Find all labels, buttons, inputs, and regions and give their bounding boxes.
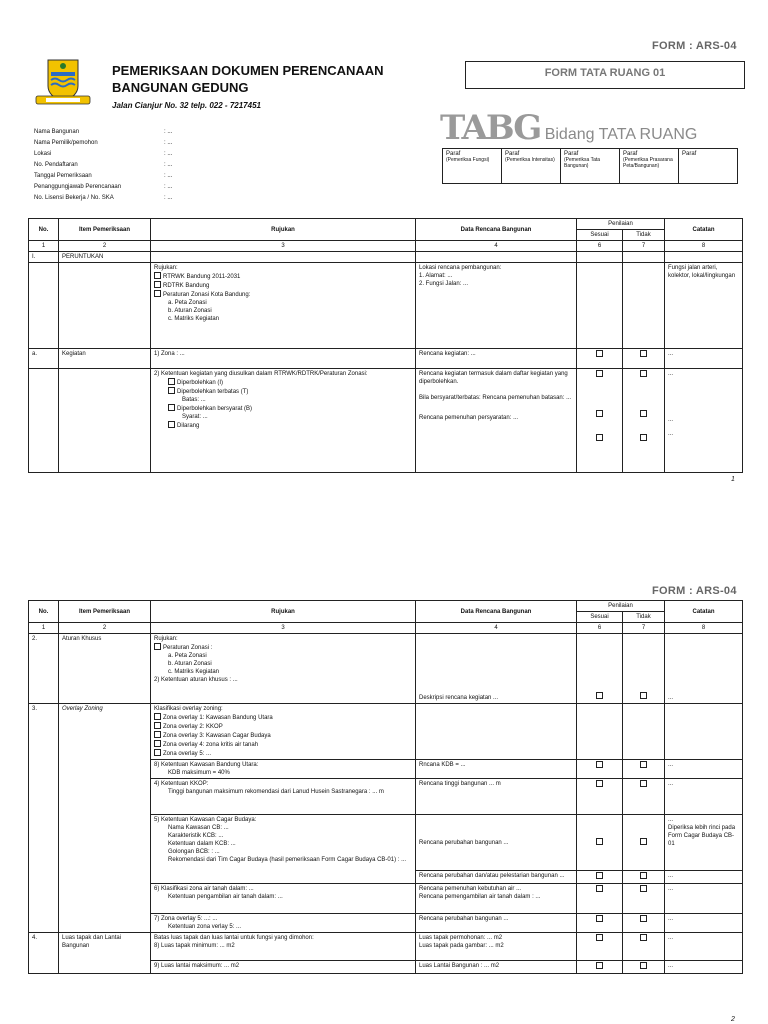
address: Jalan Cianjur No. 32 telp. 022 - 7217451 [112, 101, 261, 110]
tabg-logo [440, 108, 697, 148]
sesuai-checkbox[interactable] [596, 934, 603, 941]
tidak-checkbox[interactable] [640, 410, 647, 417]
sesuai-checkbox[interactable] [596, 962, 603, 969]
tidak-checkbox[interactable] [640, 434, 647, 441]
header-penilaian: Penilaian [577, 601, 665, 612]
table-row: Rencana perubahan dan/atau pelestarian bangunan ... ... [29, 871, 743, 884]
header-no: No. [29, 601, 59, 623]
paraf-cell[interactable]: Paraf (Pemeriksa Prasarana Peta/Bangunan) [620, 149, 679, 184]
rujukan-cell: Rujukan: RTRWK Bandung 2011-2031 RDTRK Bandung Peraturan Zonasi Kota Bandung: a. Peta Zonasi b. Aturan Zonasi c. Matriks Kegiatan [151, 263, 416, 349]
checkbox-icon[interactable] [168, 421, 175, 428]
checkbox-icon[interactable] [168, 404, 175, 411]
col-number: 7 [623, 241, 665, 252]
col-number: 7 [623, 623, 665, 634]
header-data: Data Rencana Bangunan [416, 601, 577, 623]
checkbox-icon[interactable] [168, 378, 175, 385]
table-row: 9) Luas lantai maksimum: ... m2 Luas Lantai Bangunan : ... m2 ... [29, 961, 743, 974]
info-row: Lokasi : ... [34, 151, 173, 157]
info-row: No. Pendaftaran : ... [34, 162, 173, 168]
header-no: No. [29, 219, 59, 241]
tidak-checkbox[interactable] [640, 872, 647, 879]
table-row: 2) Ketentuan kegiatan yang diusulkan dalam RTRWK/RDTRK/Peraturan Zonasi: Diperbolehkan (I) Diperbolehkan terbatas (T) Batas: ... Diperbolehkan bersyarat (B) Syarat: ... Dilarang Rencana kegiatan termasuk dalam daftar kegiatan yang diperbolehkan. Bila bersyarat/terbatas: Rencana pemenuhan batasan: ... Rencana pemenuhan persyaratan: ... ... ... ... [29, 369, 743, 473]
tidak-checkbox[interactable] [640, 692, 647, 699]
sesuai-checkbox[interactable] [596, 780, 603, 787]
header-penilaian: Penilaian [577, 219, 665, 230]
sesuai-checkbox[interactable] [596, 838, 603, 845]
checkbox-icon[interactable] [154, 643, 161, 650]
table-row: 6) Klasifikasi zona air tanah dalam: ... Ketentuan pengambilan air tanah dalam: ... Rencana pemenuhan kebutuhan air ... Rencana pemengambilan air tanah dalam : ... ... [29, 884, 743, 914]
rujukan-cell: Rujukan: Peraturan Zonasi : a. Peta Zonasi b. Aturan Zonasi c. Matriks Kegiatan 2) Ketentuan aturan khusus : ... [151, 634, 416, 704]
table-row: 2. Aturan Khusus Rujukan: Peraturan Zonasi : a. Peta Zonasi b. Aturan Zonasi c. Matriks Kegiatan 2) Ketentuan aturan khusus : ... Deskripsi rencana kegiatan ... ... [29, 634, 743, 704]
col-number: 4 [416, 623, 577, 634]
paraf-cell[interactable]: Paraf (Pemeriksa Intensitas) [502, 149, 561, 184]
header-sesuai: Sesuai [577, 612, 623, 623]
checkbox-icon[interactable] [154, 272, 161, 279]
data-cell: Rencana kegiatan termasuk dalam daftar kegiatan yang diperbolehkan. Bila bersyarat/terbatas: Rencana pemenuhan batasan: ... Rencana pemenuhan persyaratan: ... [416, 369, 577, 473]
section-row: I. PERUNTUKAN [29, 252, 743, 263]
checkbox-icon[interactable] [154, 740, 161, 747]
paraf-cell[interactable]: Paraf (Pemeriksa Tata Bangunan) [561, 149, 620, 184]
col-number: 4 [416, 241, 577, 252]
sesuai-checkbox[interactable] [596, 885, 603, 892]
col-number: 2 [59, 623, 151, 634]
checkbox-icon[interactable] [154, 731, 161, 738]
tidak-checkbox[interactable] [640, 370, 647, 377]
table-row: 4. Luas tapak dan Lantai Bangunan Batas luas tapak dan luas lantai untuk fungsi yang dimohon: 8) Luas tapak minimum: ... m2 Luas tapak permohonan: ... m2 Luas tapak pada gambar: ... m2 ... [29, 933, 743, 961]
info-row: No. Lisensi Bekerja / No. SKA : ... [34, 195, 173, 201]
rujukan-cell: 2) Ketentuan kegiatan yang diusulkan dalam RTRWK/RDTRK/Peraturan Zonasi: Diperbolehkan (I) Diperbolehkan terbatas (T) Batas: ... Diperbolehkan bersyarat (B) Syarat: ... Dilarang [151, 369, 416, 473]
checkbox-icon[interactable] [154, 722, 161, 729]
tidak-checkbox[interactable] [640, 761, 647, 768]
header-item: Item Pemeriksaan [59, 601, 151, 623]
paraf-cell[interactable]: Paraf [679, 149, 738, 184]
form-code: FORM : ARS-04 [652, 585, 737, 597]
info-row: Nama Bangunan : ... [34, 129, 173, 135]
page-number: 2 [731, 1016, 735, 1023]
info-row: Tanggal Pemeriksaan : ... [34, 173, 173, 179]
info-row: Nama Pemilik/pemohon : ... [34, 140, 173, 146]
col-number: 3 [151, 241, 416, 252]
tabg-logo-text: TABG [440, 108, 541, 148]
header-catatan: Catatan [665, 219, 743, 241]
tidak-checkbox[interactable] [640, 780, 647, 787]
sesuai-checkbox[interactable] [596, 434, 603, 441]
tidak-checkbox[interactable] [640, 962, 647, 969]
sesuai-checkbox[interactable] [596, 761, 603, 768]
checkbox-icon[interactable] [154, 290, 161, 297]
tidak-checkbox[interactable] [640, 350, 647, 357]
rujukan-cell: Klasifikasi overlay zoning: Zona overlay 1: Kawasan Bandung Utara Zona overlay 2: KKOP Zona overlay 3: Kawasan Cagar Budaya Zona overlay 4: zona kritis air tanah Zona overlay 5: ... [151, 704, 416, 760]
paraf-cell[interactable]: Paraf (Pemeriksa Fungsi) [443, 149, 502, 184]
paraf-table [442, 148, 738, 184]
table-row: 3. Overlay Zoning Klasifikasi overlay zoning: Zona overlay 1: Kawasan Bandung Utara Zona overlay 2: KKOP Zona overlay 3: Kawasan Cagar Budaya Zona overlay 4: zona kritis air tanah Zona overlay 5: ... [29, 704, 743, 760]
col-number: 3 [151, 623, 416, 634]
col-number: 8 [665, 241, 743, 252]
col-number: 6 [577, 623, 623, 634]
sesuai-checkbox[interactable] [596, 915, 603, 922]
tidak-checkbox[interactable] [640, 915, 647, 922]
tidak-checkbox[interactable] [640, 885, 647, 892]
col-number: 1 [29, 241, 59, 252]
col-number: 2 [59, 241, 151, 252]
form-type-box [465, 61, 745, 89]
form-type-label: FORM TATA RUANG 01 [544, 67, 666, 79]
header-sesuai: Sesuai [577, 230, 623, 241]
col-number: 1 [29, 623, 59, 634]
form-code: FORM : ARS-04 [652, 40, 737, 52]
tidak-checkbox[interactable] [640, 838, 647, 845]
table-row: 7) Zona overlay 5: ...: ... Ketentuan zona verlay 5: ... Rencana perubahan bangunan ... ... [29, 914, 743, 933]
tidak-checkbox[interactable] [640, 934, 647, 941]
checkbox-icon[interactable] [154, 281, 161, 288]
checkbox-icon[interactable] [154, 749, 161, 756]
sesuai-checkbox[interactable] [596, 692, 603, 699]
inspection-table-2 [28, 600, 743, 974]
header-tidak: Tidak [623, 612, 665, 623]
header-rujukan: Rujukan [151, 601, 416, 623]
table-row: a. Kegiatan 1) Zona : ... Rencana kegiatan: ... ... [29, 349, 743, 369]
page-number: 1 [731, 476, 735, 483]
header-rujukan: Rujukan [151, 219, 416, 241]
sesuai-checkbox[interactable] [596, 872, 603, 879]
table-row: 4) Ketentuan KKOP: Tinggi bangunan maksimum rekomendasi dari Lanud Husein Sastranegara : ... m Rencana tinggi bangunan ... m ... [29, 779, 743, 815]
col-number: 6 [577, 241, 623, 252]
checkbox-icon[interactable] [168, 387, 175, 394]
sesuai-checkbox[interactable] [596, 410, 603, 417]
checkbox-icon[interactable] [154, 713, 161, 720]
header-data: Data Rencana Bangunan [416, 219, 577, 241]
inspection-table-1 [28, 218, 743, 473]
header-catatan: Catatan [665, 601, 743, 623]
header-item: Item Pemeriksaan [59, 219, 151, 241]
table-row [29, 263, 743, 349]
data-cell: Lokasi rencana pembangunan: 1. Alamat: ... 2. Fungsi Jalan: ... [416, 263, 577, 349]
title-line-2: BANGUNAN GEDUNG [112, 80, 249, 95]
col-number: 8 [665, 623, 743, 634]
header-tidak: Tidak [623, 230, 665, 241]
title-line-1: PEMERIKSAAN DOKUMEN PERENCANAAN [112, 63, 384, 78]
table-row: 5) Ketentuan Kawasan Cagar Budaya: Nama Kawasan CB: ... Karakteristik KCB: ... Ketentuan dalam KCB: ... Golongan BCB: : ... Rekomendasi dari Tim Cagar Budaya (hasil pemeriksaan Form Cagar Budaya CB-01) : ... Rencana perubahan bangunan ... ... Diperiksa lebih rinci pada Form Cagar Budaya CB-01 [29, 815, 743, 871]
city-logo [34, 56, 92, 108]
table-row: 8) Ketentuan Kawasan Bandung Utara: KDB maksimum = 40% Rncana KDB = ... ... [29, 760, 743, 779]
info-row: Penanggungjawab Perencanaan : ... [34, 184, 173, 190]
sesuai-checkbox[interactable] [596, 370, 603, 377]
sesuai-checkbox[interactable] [596, 350, 603, 357]
tabg-logo-subtitle: Bidang TATA RUANG [544, 126, 698, 143]
catatan-cell: Fungsi jalan arteri, kolektor, lokal/lingkungan [665, 263, 743, 349]
page-title [112, 62, 384, 96]
